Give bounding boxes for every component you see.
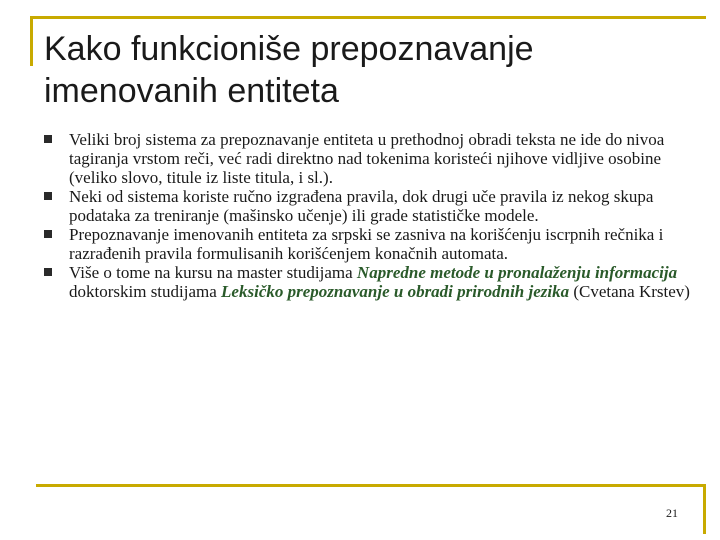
square-bullet-icon (44, 230, 52, 238)
bullet-text: doktorskim studijama (69, 282, 222, 301)
square-bullet-icon (44, 135, 52, 143)
left-rule-line (30, 16, 33, 66)
square-bullet-icon (44, 192, 52, 200)
bullet-text: Neki od sistema koriste ručno izgrađena pravila, dok drugi uče pravila iz nekog skupa podataka za treniranje (mašinsko učenje) ili grade statističke modele. (69, 187, 654, 225)
bullet-item (44, 187, 694, 225)
course-name-master: Napredne metode u pronalaženju informacija (356, 263, 678, 282)
bullet-item (44, 130, 694, 187)
slide-title: Kako funkcioniše prepoznavanje imenovanih entiteta (44, 30, 534, 110)
bottom-rule-line (36, 484, 706, 487)
bullet-text: Više o tome na kursu na master studijama (69, 263, 357, 282)
right-rule-line (703, 484, 706, 534)
square-bullet-icon (44, 268, 52, 276)
bullet-text: (Cvetana Krstev) (569, 282, 690, 301)
bullet-text: Prepoznavanje imenovanih entiteta za srpski se zasniva na korišćenju iscrpnih rečnika i razrađenih pravila formulisanih korišćenjem konačnih automata. (69, 225, 664, 263)
bullet-text: Veliki broj sistema za prepoznavanje entiteta u prethodnoj obradi teksta ne ide do nivoa tagiranja vrstom reči, već radi direktno nad tokenima koristeći njihove vidljive osobine (veliko slovo, titule iz liste titula, i sl.). (69, 130, 665, 187)
bullet-list (44, 130, 694, 301)
course-name-doctoral: Leksičko prepoznavanje u obradi prirodnih jezika (221, 282, 570, 301)
bullet-item (44, 263, 694, 301)
page-number: 21 (666, 506, 678, 520)
bullet-item (44, 225, 694, 263)
top-rule-line (30, 16, 706, 19)
